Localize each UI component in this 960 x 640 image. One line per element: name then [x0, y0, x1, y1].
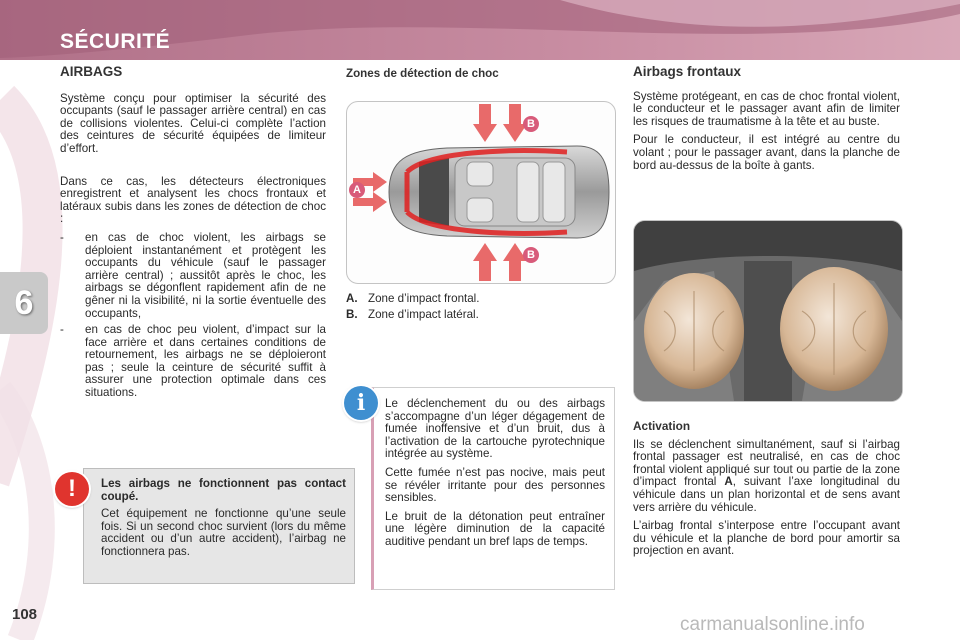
bullet-text: en cas de choc peu violent, d’impact sur la face arrière et dans certaines conditions de retournement, les airbags ne se déploieront pas ; seule la ceinture de sécurité suffit à assurer une protection optimale dans ces situations. — [85, 323, 326, 400]
activation-section — [633, 420, 900, 564]
watermark: carmanualsonline.info — [680, 614, 865, 635]
activation-text: Ils se déclenchent simultanément, sauf si l’airbag frontal passager est neutralisé, en cas de choc frontal violent appliqué sur tout ou partie de la zone d’impact frontal — [633, 437, 900, 489]
zones-heading: Zones de détection de choc — [346, 67, 499, 80]
airbags-intro: Système conçu pour optimiser la sécurité des occupants (sauf le passager arrière central) en cas de collisions violentes. Celui-ci complète l’action des ceintures de sécurité équipées de limiteur d’effort. — [60, 91, 326, 155]
chapter-number: 6 — [14, 284, 34, 322]
legend-item — [346, 291, 479, 307]
airbags-detection: Dans ce cas, les détecteurs électroniques enregistrent et analysent les chocs frontaux et latéraux subis dans les zones de détection de choc : — [60, 174, 326, 226]
frontal-intro: Système protégeant, en cas de choc frontal violent, le conducteur et le passager avant afin de limiter les risques de traumatisme à la tête et au buste. — [633, 89, 900, 128]
list-item — [60, 232, 326, 320]
impact-zones-diagram — [346, 101, 616, 284]
activation-zone-label: A — [724, 475, 733, 489]
warning-content — [101, 478, 346, 565]
activation-paragraph-2: L’airbag frontal s’interpose entre l’occupant avant du véhicule et la planche de bord pour amortir sa projection en avant. — [633, 519, 900, 558]
page-title: SÉCURITÉ — [60, 30, 171, 53]
zone-label-b-top: B — [523, 116, 539, 132]
legend-key: A. — [346, 292, 358, 305]
bullet-dash: - — [60, 230, 64, 244]
warning-icon: ! — [55, 472, 89, 506]
deployed-airbags-photo — [633, 220, 903, 402]
bullet-text: en cas de choc violent, les airbags se déploient instantanément et protègent les occupants du véhicule (sauf le passager arrière central) ; aussitôt après le choc, les airbags se dégonflent rapidement afin de ne gêner ni la visibilité, ni la sortie éventuelle des occupants, — [85, 230, 326, 320]
car-top-view-illustration — [347, 102, 615, 283]
legend-item — [346, 307, 479, 323]
info-paragraph: Le déclenchement du ou des airbags s’accompagne d’un léger dégagement de fumée inoffensive et d’un bruit, dus à l’activation de la cartouche pyrotechnique intégrée au système. — [385, 397, 605, 461]
info-paragraph: Cette fumée n’est pas nocive, mais peut se révéler irritante pour des personnes sensibles. — [385, 465, 605, 505]
airbags-section — [60, 66, 326, 404]
activation-heading: Activation — [633, 419, 691, 433]
warning-title: Les airbags ne fonctionnent pas contact coupé. — [101, 477, 346, 503]
zone-label-a: A — [349, 182, 365, 198]
warning-text: Cet équipement ne fonctionne qu’une seule fois. Si un second choc survient (lors du même accident ou d’un autre accident), l’airbag ne fonctionnera pas. — [101, 507, 346, 558]
zone-label-b-bottom: B — [523, 247, 539, 263]
frontal-airbags-section — [633, 66, 900, 178]
activation-paragraph — [633, 439, 900, 515]
legend-key: B. — [346, 308, 358, 321]
zones-legend — [346, 291, 479, 323]
info-icon: i — [344, 386, 378, 420]
frontal-heading: Airbags frontaux — [633, 64, 742, 79]
airbags-heading: AIRBAGS — [60, 64, 123, 79]
bullet-dash: - — [60, 323, 64, 337]
legend-text: Zone d’impact latéral. — [368, 308, 479, 321]
legend-text: Zone d’impact frontal. — [368, 292, 480, 305]
info-content — [385, 398, 605, 555]
info-paragraph: Le bruit de la détonation peut entraîner une légère diminution de la capacité auditive pendant un bref laps de temps. — [385, 509, 605, 548]
airbags-illustration — [634, 221, 902, 401]
activation-text-end: , suivant l’axe longitudinal du véhicule dans un plan horizontal et de sens avant vers arrière du véhicule. — [633, 475, 900, 514]
page-number: 108 — [12, 606, 38, 623]
frontal-location: Pour le conducteur, il est intégré au centre du volant ; pour le passager avant, dans la planche de bord au-dessus de la boîte à gants. — [633, 133, 900, 172]
list-item — [60, 324, 326, 400]
